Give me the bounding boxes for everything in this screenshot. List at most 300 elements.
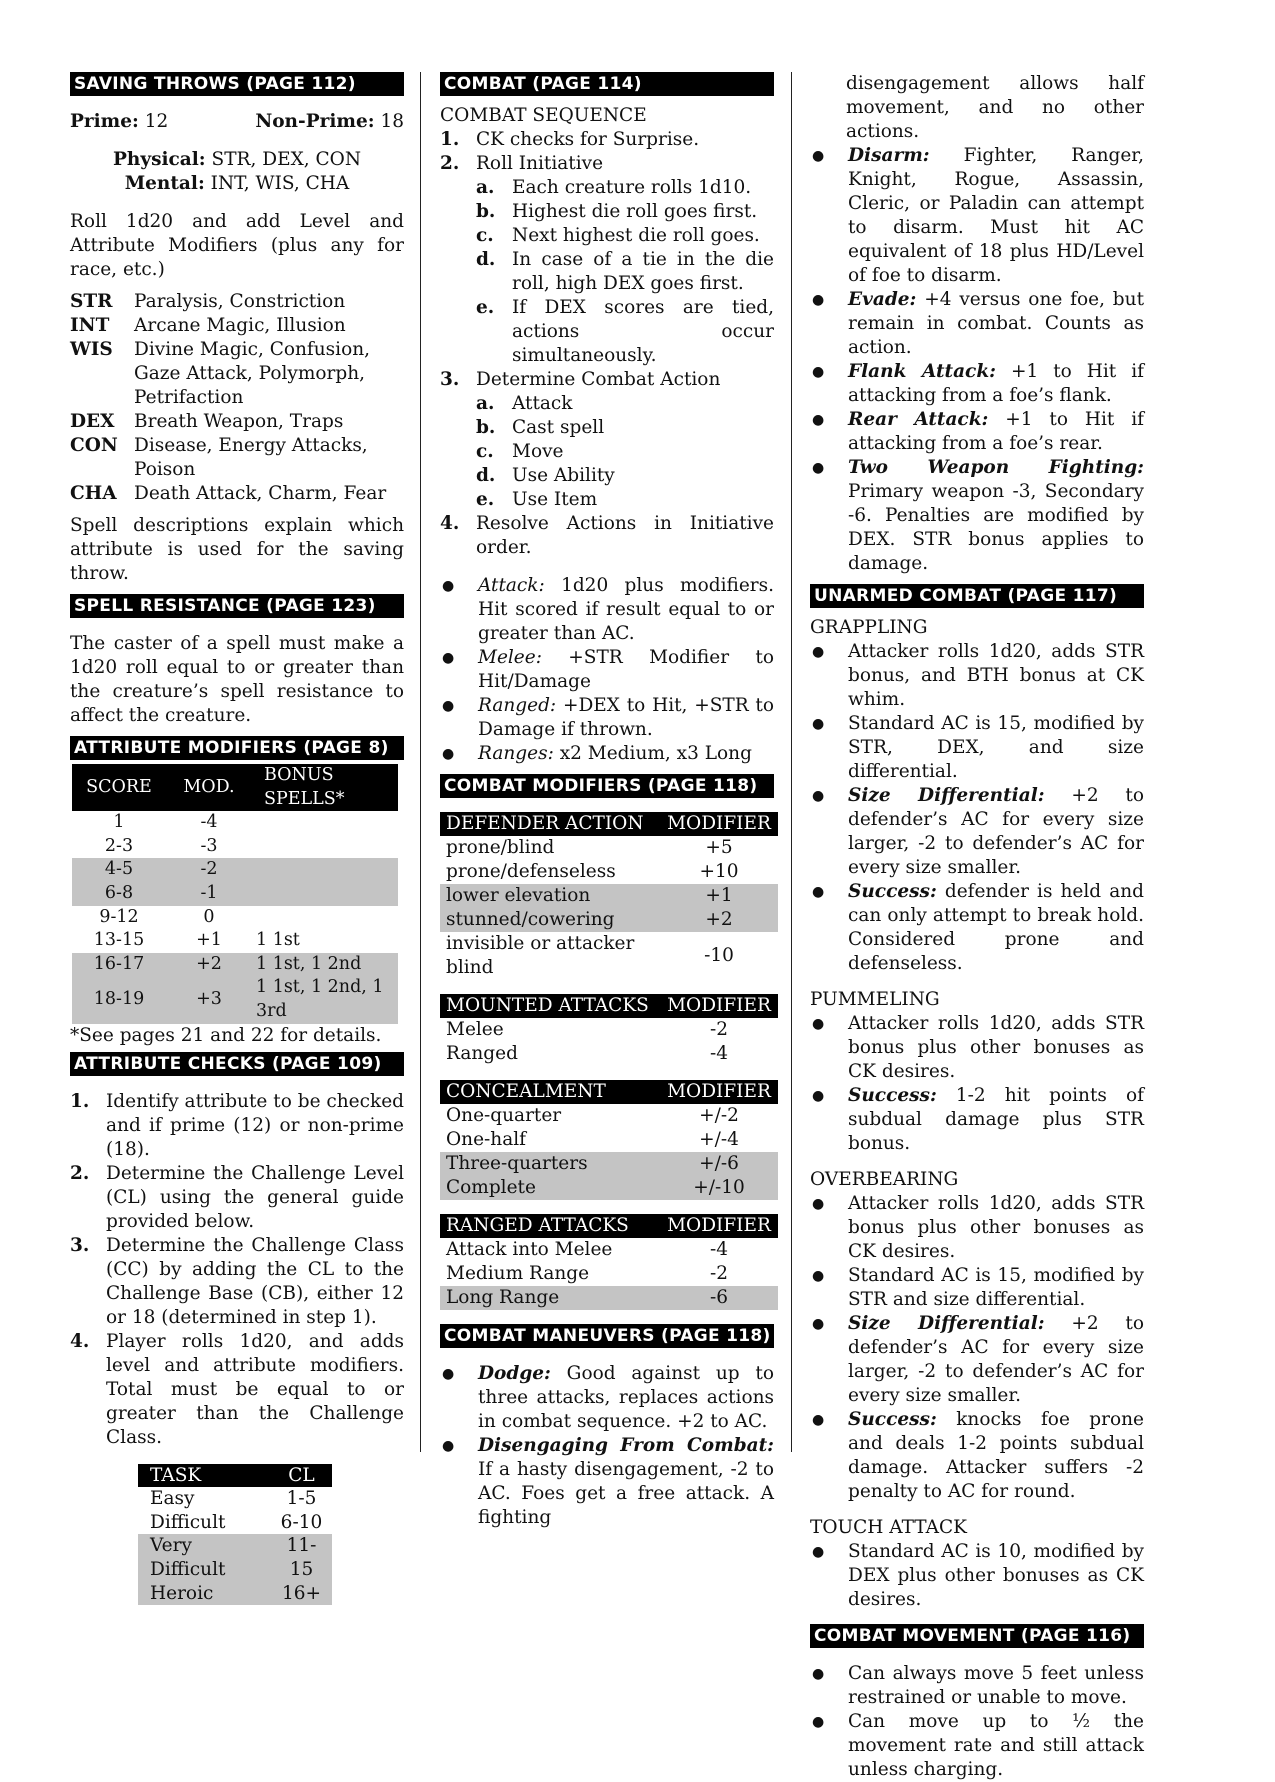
table-cell: 1 1st, 1 2nd, 1 3rd — [256, 977, 384, 1021]
spell-note: Spell descriptions explain which attribute is used for the saving throw. — [70, 515, 404, 584]
subsection-title: GRAPPLING — [810, 617, 928, 638]
sub-list-letter: d. — [476, 465, 496, 486]
bullet-text — [848, 1084, 1144, 1156]
table-row — [138, 1582, 332, 1606]
spacer — [810, 1504, 1144, 1516]
table-header-row — [440, 1214, 778, 1238]
table-cell: Very Difficult — [150, 1535, 226, 1580]
list-text: Identify attribute to be checked and if prime (12) or non-prime (18). — [106, 1090, 404, 1160]
bullet-body: 1-2 hit points of subdual damage plus STR bonus. — [848, 1085, 1144, 1154]
table-cell: 0 — [203, 906, 215, 927]
sub-list-text: Cast spell — [512, 417, 605, 438]
bullet-text — [848, 1012, 1144, 1084]
list-item — [70, 1090, 404, 1162]
bullet-icon: ● — [812, 292, 825, 308]
attribute-row — [70, 314, 404, 338]
bullet-text — [848, 1662, 1144, 1710]
bullet-text — [848, 1540, 1144, 1612]
table-row — [440, 1286, 778, 1310]
table-cell: prone/defenseless — [446, 861, 616, 882]
table-column-header: MOD. — [183, 776, 235, 797]
table-column-header: MODIFIER — [667, 813, 771, 834]
table-cell: 1-5 — [286, 1488, 317, 1510]
table-row — [72, 858, 398, 882]
table-cell: +3 — [196, 989, 222, 1010]
bullet-text — [478, 742, 774, 766]
table-header-row — [440, 812, 778, 836]
list-item — [440, 368, 774, 392]
table-cell: +/-10 — [693, 1177, 745, 1198]
table-column-header: BONUS SPELLS* — [264, 765, 345, 809]
table-row — [72, 929, 398, 953]
bullet-body: +1 to Hit if attacking from a foe’s flank. — [848, 361, 1144, 406]
table-cell: invisible or attacker blind — [446, 933, 635, 978]
maneuver-bullets — [440, 1362, 774, 1530]
sub-list-item — [440, 296, 774, 368]
table-cell: 1 1st — [256, 930, 300, 951]
spacer — [440, 1200, 774, 1214]
nonprime-value: 18 — [380, 111, 404, 132]
movement-bullets — [810, 1662, 1144, 1782]
bullet-body: +STR Modifier to Hit/Damage — [478, 647, 774, 692]
prime-label: Prime: — [70, 111, 139, 132]
bullet-item — [810, 1264, 1144, 1312]
section-header: ATTRIBUTE MODIFIERS (PAGE 8) — [70, 736, 404, 760]
table-cell: -4 — [709, 1239, 729, 1260]
bullet-item — [440, 742, 774, 766]
bullet-body: Can always move 5 feet unless restrained or unable to move. — [848, 1663, 1144, 1708]
table-cell: 1 — [113, 812, 125, 833]
subsection-bullets — [810, 1540, 1144, 1612]
table-cell: Long Range — [446, 1287, 560, 1308]
bullet-icon: ● — [812, 1666, 825, 1682]
table-cell: 16+ — [281, 1582, 321, 1604]
sub-list-item — [440, 440, 774, 464]
bullet-body: knocks foe prone and deals 1-2 points subdual damage. Attacker suffers -2 penalty to AC for round. — [848, 1409, 1144, 1502]
table-column-header: TASK — [150, 1464, 202, 1486]
table-cell — [252, 835, 398, 859]
table-cell: 9-12 — [99, 906, 139, 927]
bullet-icon: ● — [812, 1196, 825, 1212]
modifier-table — [440, 994, 778, 1066]
sub-list-text: Use Item — [512, 489, 598, 510]
bullet-icon: ● — [812, 1088, 825, 1104]
bullet-item — [810, 144, 1144, 288]
bullet-text — [478, 694, 774, 742]
sub-list-letter: c. — [476, 441, 494, 462]
bullet-text — [478, 1362, 774, 1434]
check-steps — [70, 1090, 404, 1450]
table-cell: One-half — [446, 1129, 526, 1150]
bullet-item — [810, 1540, 1144, 1612]
bullet-body: Good against up to three attacks, replaces actions in combat sequence. +2 to AC. — [478, 1363, 774, 1432]
list-item — [70, 1162, 404, 1234]
list-text: CK checks for Surprise. — [476, 129, 700, 150]
bullet-icon: ● — [812, 148, 825, 164]
bullet-icon: ● — [812, 412, 825, 428]
table-cell: Heroic — [150, 1582, 214, 1604]
bullet-body: 1d20 plus modifiers. Hit scored if result equal to or greater than AC. — [478, 575, 774, 644]
spacer — [810, 1156, 1144, 1168]
attribute-abbr: CON — [70, 435, 118, 456]
table-cell: -1 — [200, 882, 218, 903]
bullet-item — [440, 694, 774, 742]
section-header: COMBAT (PAGE 114) — [440, 72, 774, 96]
spacer — [440, 798, 774, 812]
modifier-table — [440, 812, 778, 980]
sub-list-text: Each creature rolls 1d10. — [512, 177, 752, 198]
list-text: Determine the Challenge Level (CL) using the general guide provided below. — [106, 1162, 404, 1232]
bullet-item — [810, 288, 1144, 360]
list-item — [70, 1330, 404, 1450]
bullet-item — [810, 1710, 1144, 1782]
section-header: SAVING THROWS (PAGE 112) — [70, 72, 404, 96]
table-column-header: MODIFIER — [667, 1081, 771, 1102]
bullet-icon: ● — [812, 364, 825, 380]
attribute-desc: Divine Magic, Confusion, Gaze Attack, Polymorph, Petrifaction — [134, 339, 371, 408]
table-cell: +2 — [196, 953, 222, 974]
attribute-desc: Paralysis, Constriction — [134, 291, 346, 312]
table-cell: prone/blind — [446, 837, 555, 858]
list-number: 1. — [440, 129, 460, 150]
spacer — [810, 1612, 1144, 1624]
table-row — [138, 1511, 332, 1535]
sub-list-letter: d. — [476, 249, 496, 270]
bullet-text — [848, 456, 1144, 576]
spacer — [440, 1066, 774, 1080]
table-cell: Difficult — [150, 1511, 226, 1533]
list-number: 2. — [70, 1162, 90, 1184]
sub-list-item — [440, 488, 774, 512]
table-column-header: DEFENDER ACTION — [446, 813, 644, 834]
bullet-label: Success: — [848, 1085, 937, 1106]
bullet-icon: ● — [442, 578, 455, 594]
bullet-label: Disengaging From Combat: — [478, 1435, 774, 1456]
spell-resistance-text: The caster of a spell must make a 1d20 roll equal to or greater than the creature’s spell resistance to affect the creature. — [70, 633, 404, 726]
table-cell: 13-15 — [93, 930, 145, 951]
column-2 — [440, 72, 774, 1530]
table-cell: Complete — [446, 1177, 536, 1198]
physical-label: Physical: — [112, 149, 206, 170]
list-item — [70, 1234, 404, 1330]
bullet-icon: ● — [812, 1016, 825, 1032]
spacer — [440, 980, 774, 994]
table-column-header: RANGED ATTACKS — [446, 1215, 629, 1236]
bullet-label: Ranges: — [478, 743, 554, 764]
sub-list-text: Use Ability — [512, 465, 615, 486]
sequence-title: COMBAT SEQUENCE — [440, 105, 647, 126]
section-header: SPELL RESISTANCE (PAGE 123) — [70, 594, 404, 618]
attribute-desc: Disease, Energy Attacks, Poison — [134, 435, 368, 480]
section-header: COMBAT MODIFIERS (PAGE 118) — [440, 774, 774, 798]
table-row — [440, 1018, 778, 1042]
bullet-item — [810, 1312, 1144, 1408]
attribute-row — [70, 290, 404, 314]
table-cell: -4 — [200, 812, 218, 833]
table-row — [72, 953, 398, 977]
sub-list-item — [440, 416, 774, 440]
bullet-icon: ● — [442, 746, 455, 762]
spacer — [810, 976, 1144, 988]
bullet-label: Attack: — [478, 575, 545, 596]
table-row — [72, 906, 398, 930]
table-cell: +5 — [705, 837, 733, 858]
attribute-modifier-table — [72, 764, 398, 1024]
attribute-abbr: WIS — [70, 339, 113, 360]
section-header: ATTRIBUTE CHECKS (PAGE 109) — [70, 1052, 404, 1076]
bullet-label: Size Differential: — [848, 1313, 1045, 1334]
table-cell: +1 — [196, 930, 222, 951]
table-cell: stunned/cowering — [446, 909, 615, 930]
section-header: COMBAT MANEUVERS (PAGE 118) — [440, 1324, 774, 1348]
sub-list-letter: e. — [476, 297, 495, 318]
physical-mental — [70, 148, 404, 196]
bullet-body: Can move up to ½ the movement rate and still attack unless charging. — [848, 1711, 1144, 1780]
nonprime-label: Non-Prime: — [255, 111, 375, 132]
table-row — [72, 811, 398, 835]
table-cell: 11-15 — [286, 1535, 317, 1580]
table-row — [440, 1262, 778, 1286]
bullet-icon: ● — [812, 1412, 825, 1428]
column-divider — [791, 72, 792, 1452]
sub-list-text: Move — [512, 441, 564, 462]
table-row — [72, 976, 398, 1023]
task-table — [138, 1464, 332, 1606]
table-row — [440, 884, 778, 908]
list-text: Resolve Actions in Initiative order. — [476, 513, 774, 558]
bullet-item — [440, 646, 774, 694]
bullet-item — [810, 456, 1144, 576]
sub-list-item — [440, 224, 774, 248]
bullet-label: Two Weapon Fighting: — [848, 457, 1144, 478]
footnote: *See pages 21 and 22 for details. — [70, 1024, 382, 1046]
bullet-text — [478, 574, 774, 646]
bullet-item — [810, 640, 1144, 712]
table-cell: 1 1st, 1 2nd — [256, 953, 362, 974]
continued-text: disengagement allows half movement, and no other actions. — [846, 73, 1144, 142]
table-row — [440, 908, 778, 932]
list-text: Player rolls 1d20, and adds level and attribute modifiers. Total must be equal to or greater than the Challenge Class. — [106, 1330, 404, 1448]
bullet-body: +2 to defender’s AC for every size larger, -2 to defender’s AC for every size smaller. — [848, 785, 1145, 878]
sub-list-text: Next highest die roll goes. — [512, 225, 760, 246]
bullet-body: Primary weapon -3, Secondary -6. Penalties are modified by DEX. STR bonus applies to damage. — [848, 481, 1144, 574]
table-cell: 6-10 — [280, 1511, 323, 1533]
table-cell: lower elevation — [446, 885, 591, 906]
bullet-text — [848, 640, 1144, 712]
bullet-label: Flank Attack: — [848, 361, 996, 382]
table-cell: -2 — [200, 859, 218, 880]
table-header-row — [72, 764, 398, 811]
bullet-label: Ranged: — [478, 695, 557, 716]
list-item — [440, 128, 774, 152]
sub-list-letter: c. — [476, 225, 494, 246]
spacer — [440, 1310, 774, 1324]
bullet-body: Fighter, Ranger, Knight, Rogue, Assassin, Cleric, or Paladin can attempt to disarm. Must hit AC equivalent of 18 plus HD/Level of foe to disarm. — [848, 145, 1144, 286]
table-cell: +2 — [705, 909, 733, 930]
table-cell — [252, 882, 398, 906]
attribute-row — [70, 482, 404, 506]
combat-modifier-tables — [440, 798, 774, 1324]
bullet-label: Success: — [848, 881, 937, 902]
bullet-item — [810, 1192, 1144, 1264]
table-cell — [252, 906, 398, 930]
column-3 — [810, 72, 1144, 1782]
table-cell: -3 — [200, 835, 218, 856]
table-row — [72, 882, 398, 906]
bullet-text — [848, 1264, 1144, 1312]
subsection-title: OVERBEARING — [810, 1169, 959, 1190]
bullet-item — [440, 1434, 774, 1530]
column-divider — [420, 72, 421, 1452]
bullet-text — [848, 1710, 1144, 1782]
sub-list-letter: b. — [476, 417, 496, 438]
mental-value: INT, WIS, CHA — [210, 173, 350, 194]
table-cell: Melee — [446, 1019, 504, 1040]
table-row — [138, 1487, 332, 1511]
attribute-desc: Death Attack, Charm, Fear — [134, 483, 387, 504]
bullet-icon: ● — [812, 1316, 825, 1332]
list-item — [440, 152, 774, 176]
bullet-body: Standard AC is 15, modified by STR and size differential. — [848, 1265, 1144, 1310]
bullet-text — [478, 1434, 774, 1530]
physical-value: STR, DEX, CON — [211, 149, 362, 170]
table-header-row — [440, 994, 778, 1018]
sub-list-item — [440, 176, 774, 200]
bullet-icon: ● — [812, 884, 825, 900]
sub-list-letter: a. — [476, 393, 495, 414]
list-text: Determine the Challenge Class (CC) by adding the CL to the Challenge Base (CB), either 12 or 18 (determined in step 1). — [106, 1234, 404, 1328]
maneuver-bullets-continued — [810, 144, 1144, 576]
table-row — [440, 1128, 778, 1152]
bullet-icon: ● — [812, 460, 825, 476]
table-row — [440, 860, 778, 884]
table-row — [440, 1238, 778, 1262]
list-number: 2. — [440, 153, 460, 174]
bullet-item — [810, 784, 1144, 880]
attribute-desc: Breath Weapon, Traps — [134, 411, 344, 432]
sub-list-text: Highest die roll goes first. — [512, 201, 758, 222]
table-row — [440, 1176, 778, 1200]
bullet-label: Size Differential: — [848, 785, 1045, 806]
attribute-abbr: INT — [70, 315, 110, 336]
bullet-body: x2 Medium, x3 Long — [553, 743, 752, 764]
table-cell — [252, 858, 398, 882]
table-column-header: MOUNTED ATTACKS — [446, 995, 649, 1016]
table-cell: Three-quarters — [446, 1153, 588, 1174]
table-cell: -10 — [704, 945, 734, 966]
table-column-header: MODIFIER — [667, 995, 771, 1016]
bullet-body: Standard AC is 10, modified by DEX plus other bonuses as CK desires. — [848, 1541, 1144, 1610]
bullet-text — [478, 646, 774, 694]
table-cell: 6-8 — [104, 882, 134, 903]
table-cell: +/-6 — [699, 1153, 739, 1174]
section-header: COMBAT MOVEMENT (PAGE 116) — [810, 1624, 1144, 1648]
prime-line — [70, 110, 404, 134]
list-number: 4. — [70, 1330, 90, 1352]
bullet-label: Evade: — [848, 289, 917, 310]
bullet-icon: ● — [442, 650, 455, 666]
attribute-save-table — [70, 290, 404, 506]
attribute-row — [70, 410, 404, 434]
bullet-icon: ● — [812, 716, 825, 732]
table-cell: -6 — [709, 1287, 729, 1308]
list-number: 4. — [440, 513, 460, 534]
bullet-body: Attacker rolls 1d20, adds STR bonus plus other bonuses as CK desires. — [848, 1193, 1144, 1262]
bullet-text — [848, 288, 1144, 360]
bullet-label: Melee: — [478, 647, 542, 668]
bullet-item — [810, 408, 1144, 456]
bullet-text — [848, 712, 1144, 784]
bullet-body: defender is held and can only attempt to break hold. Considered prone and defenseless. — [848, 881, 1144, 974]
bullet-item — [810, 1084, 1144, 1156]
table-column-header: CONCEALMENT — [446, 1081, 606, 1102]
table-header-row — [440, 1080, 778, 1104]
table-cell: Medium Range — [446, 1263, 590, 1284]
attribute-row — [70, 338, 404, 410]
bullet-body: +1 to Hit if attacking from a foe’s rear. — [848, 409, 1144, 454]
subsection-title: TOUCH ATTACK — [810, 1517, 967, 1538]
table-column-header: MODIFIER — [667, 1215, 771, 1236]
bullet-text — [848, 1408, 1144, 1504]
unarmed-sections — [810, 616, 1144, 1624]
table-row — [72, 835, 398, 859]
bullet-icon: ● — [812, 788, 825, 804]
table-row — [440, 932, 778, 980]
modifier-table — [440, 1214, 778, 1310]
section-header: UNARMED COMBAT (PAGE 117) — [810, 584, 1144, 608]
subsection-title: PUMMELING — [810, 989, 940, 1010]
list-text: Determine Combat Action — [476, 369, 721, 390]
table-cell: +1 — [705, 885, 733, 906]
attribute-abbr: STR — [70, 291, 113, 312]
table-row — [440, 1104, 778, 1128]
combat-steps — [440, 128, 774, 560]
bullet-icon: ● — [812, 1544, 825, 1560]
table-cell: 18-19 — [93, 989, 145, 1010]
sub-list-item — [440, 248, 774, 296]
bullet-item — [440, 574, 774, 646]
bullet-icon: ● — [812, 644, 825, 660]
bullet-body: Attacker rolls 1d20, adds STR bonus, and BTH bonus at CK whim. — [848, 641, 1144, 710]
bullet-icon: ● — [442, 698, 455, 714]
attribute-row — [70, 434, 404, 482]
sub-list-item — [440, 200, 774, 224]
subsection-bullets — [810, 1192, 1144, 1504]
sub-list-text: If DEX scores are tied, actions occur simultaneously. — [512, 297, 774, 366]
bullet-body: If a hasty disengagement, -2 to AC. Foes get a free attack. A fighting — [478, 1459, 774, 1528]
bullet-body: Attacker rolls 1d20, adds STR bonus plus other bonuses as CK desires. — [848, 1013, 1144, 1082]
bullet-icon: ● — [812, 1714, 825, 1730]
bullet-item — [440, 1362, 774, 1434]
bullet-body: +2 to defender’s AC for every size larger, -2 to defender’s AC for every size smaller. — [848, 1313, 1145, 1406]
table-column-header: CL — [288, 1464, 315, 1486]
sub-list-text: In case of a tie in the die roll, high DEX goes first. — [512, 249, 774, 294]
attribute-desc: Arcane Magic, Illusion — [134, 315, 346, 336]
list-number: 1. — [70, 1090, 90, 1112]
sub-list-letter: a. — [476, 177, 495, 198]
sub-list-item — [440, 464, 774, 488]
bullet-body: +DEX to Hit, +STR to Damage if thrown. — [478, 695, 774, 740]
bullet-text — [848, 360, 1144, 408]
table-cell: +/-2 — [699, 1105, 739, 1126]
bullet-label: Rear Attack: — [848, 409, 989, 430]
table-cell: -2 — [709, 1019, 729, 1040]
subsection-bullets — [810, 1012, 1144, 1156]
prime-value: 12 — [144, 111, 169, 132]
bullet-label: Disarm: — [848, 145, 930, 166]
sub-list-item — [440, 392, 774, 416]
list-item — [440, 512, 774, 560]
